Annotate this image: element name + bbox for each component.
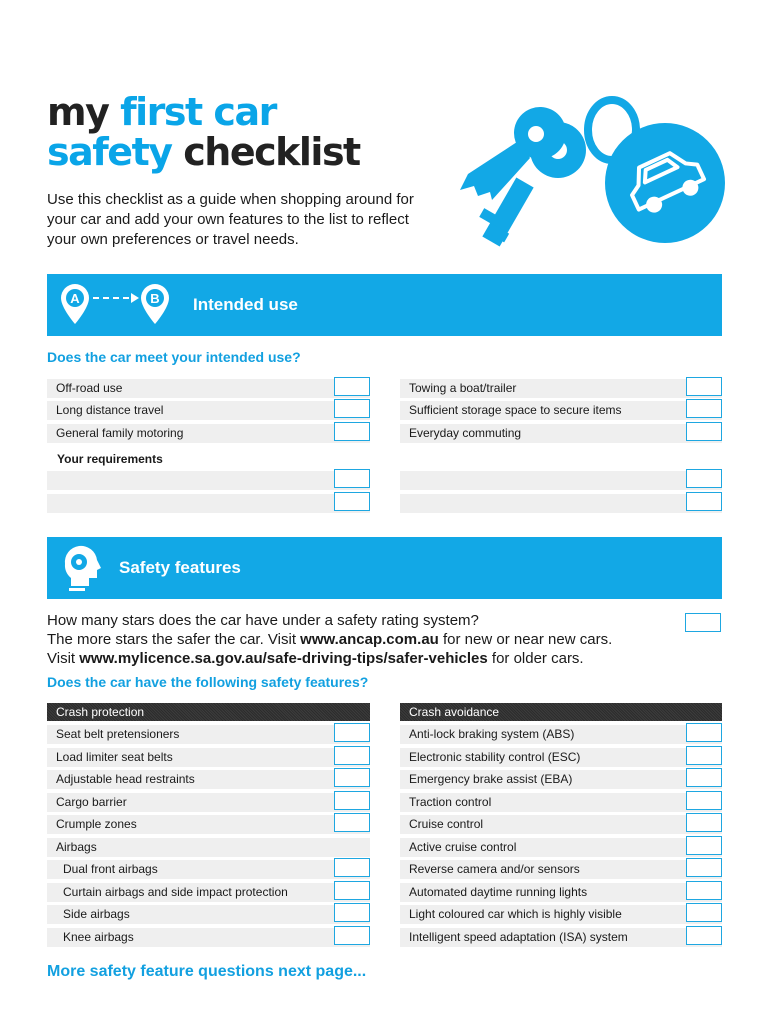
intended-use-question: Does the car meet your intended use?: [47, 349, 301, 365]
crash-protection-row: Side airbags: [47, 905, 370, 924]
checkbox[interactable]: [686, 768, 722, 787]
crash-avoidance-row: Anti-lock braking system (ABS): [400, 725, 722, 744]
requirement-input-row[interactable]: [400, 494, 722, 513]
checkbox[interactable]: [686, 858, 722, 877]
safety-features-title: Safety features: [119, 558, 241, 577]
checkbox[interactable]: [686, 746, 722, 765]
checkbox[interactable]: [686, 469, 722, 488]
checklist-row: General family motoring: [47, 424, 370, 443]
checkbox[interactable]: [334, 768, 370, 787]
title-first-car: first car: [120, 90, 276, 134]
your-requirements-label: Your requirements: [57, 452, 163, 466]
crash-avoidance-row: Light coloured car which is highly visible: [400, 905, 722, 924]
crash-avoidance-row: Automated daytime running lights: [400, 883, 722, 902]
safety-features-question: Does the car have the following safety features?: [47, 674, 369, 690]
crash-avoidance-row: Cruise control: [400, 815, 722, 834]
crash-avoidance-row: Intelligent speed adaptation (ISA) system: [400, 928, 722, 947]
crash-protection-row: Cargo barrier: [47, 793, 370, 812]
checkbox[interactable]: [686, 399, 722, 418]
crash-avoidance-row: Reverse camera and/or sensors: [400, 860, 722, 879]
crash-protection-row: Airbags: [47, 838, 370, 857]
crash-protection-row: Crumple zones: [47, 815, 370, 834]
crash-avoidance-row: Emergency brake assist (EBA): [400, 770, 722, 789]
crash-protection-row: Dual front airbags: [47, 860, 370, 879]
crash-avoidance-header: Crash avoidance: [400, 703, 722, 721]
route-a-to-b-icon: [59, 282, 179, 330]
checkbox[interactable]: [686, 723, 722, 742]
checkbox[interactable]: [334, 791, 370, 810]
head-brain-icon: [59, 544, 103, 594]
crash-avoidance-row: Electronic stability control (ESC): [400, 748, 722, 767]
checkbox[interactable]: [334, 492, 370, 511]
stars-input-box[interactable]: [685, 613, 721, 632]
car-keys-icon: [440, 88, 740, 248]
checkbox[interactable]: [686, 791, 722, 810]
checkbox[interactable]: [334, 469, 370, 488]
stars-question: How many stars does the car have under a safety rating system?: [47, 612, 479, 629]
checkbox[interactable]: [334, 399, 370, 418]
checkbox[interactable]: [686, 422, 722, 441]
checkbox[interactable]: [686, 492, 722, 511]
checkbox[interactable]: [686, 836, 722, 855]
stars-question-block: How many stars does the car have under a safety rating system? The more stars the safer the car. Visit www.ancap.com.au for new or near new cars. Visit www.mylicence.sa.gov.au/safe-driving-tips/safer-vehicles for older cars.: [47, 612, 613, 667]
crash-protection-row: Load limiter seat belts: [47, 748, 370, 767]
title-my: my: [47, 90, 121, 134]
checkbox[interactable]: [334, 858, 370, 877]
point-a-label: A: [70, 291, 80, 306]
checkbox[interactable]: [686, 813, 722, 832]
requirement-input-row[interactable]: [47, 471, 370, 490]
intended-use-banner: [47, 274, 722, 336]
crash-protection-row: Seat belt pretensioners: [47, 725, 370, 744]
intro-text: Use this checklist as a guide when shopping around for your car and add your own features to the list to reflect your own preferences or travel needs.: [47, 191, 414, 248]
mylicence-link[interactable]: www.mylicence.sa.gov.au/safe-driving-tips/safer-vehicles: [79, 650, 488, 667]
checkbox[interactable]: [334, 903, 370, 922]
checkbox[interactable]: [686, 926, 722, 945]
page-title: [47, 92, 360, 172]
checkbox[interactable]: [334, 377, 370, 396]
crash-protection-row: Adjustable head restraints: [47, 770, 370, 789]
checkbox[interactable]: [334, 746, 370, 765]
point-b-label: B: [150, 291, 160, 306]
safety-features-banner: [47, 537, 722, 599]
title-safety: safety: [47, 130, 172, 174]
checklist-row: Everyday commuting: [400, 424, 722, 443]
checkbox[interactable]: [334, 926, 370, 945]
checkbox[interactable]: [686, 881, 722, 900]
next-page-note: More safety feature questions next page...: [47, 963, 367, 980]
checkbox[interactable]: [334, 813, 370, 832]
checklist-row: Long distance travel: [47, 401, 370, 420]
intended-use-title: Intended use: [193, 295, 298, 314]
ancap-link[interactable]: www.ancap.com.au: [300, 631, 439, 648]
checkbox[interactable]: [686, 377, 722, 396]
crash-protection-header: Crash protection: [47, 703, 370, 721]
checklist-row: Off-road use: [47, 379, 370, 398]
checklist-row: Towing a boat/trailer: [400, 379, 722, 398]
crash-protection-row: Knee airbags: [47, 928, 370, 947]
crash-avoidance-row: Traction control: [400, 793, 722, 812]
crash-avoidance-row: Active cruise control: [400, 838, 722, 857]
checkbox[interactable]: [334, 881, 370, 900]
checklist-row: Sufficient storage space to secure items: [400, 401, 722, 420]
checkbox[interactable]: [334, 723, 370, 742]
requirement-input-row[interactable]: [400, 471, 722, 490]
title-checklist: checklist: [171, 130, 360, 174]
crash-protection-row: Curtain airbags and side impact protection: [47, 883, 370, 902]
checkbox[interactable]: [686, 903, 722, 922]
checkbox[interactable]: [334, 422, 370, 441]
requirement-input-row[interactable]: [47, 494, 370, 513]
